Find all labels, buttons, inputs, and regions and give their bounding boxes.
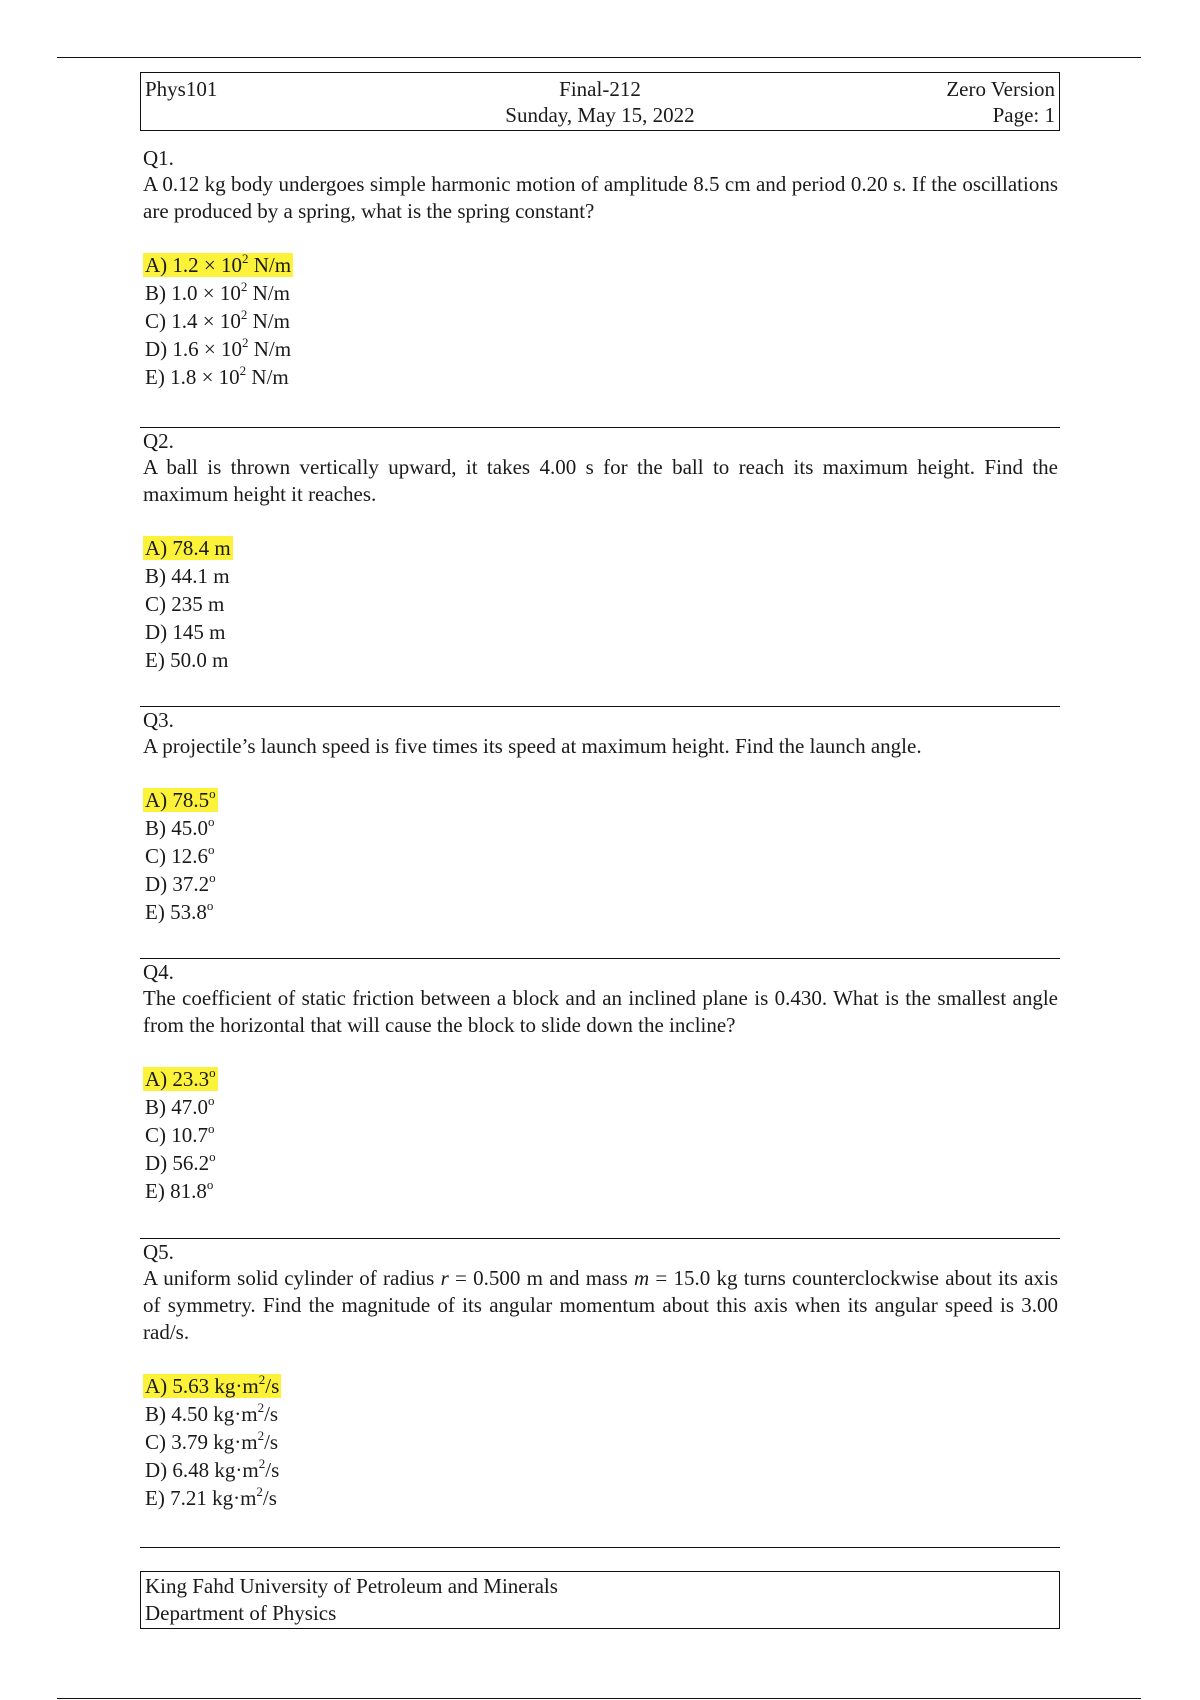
- option-value: 45.0: [171, 816, 208, 840]
- option-superscript: 2: [239, 363, 247, 378]
- answer-option: [143, 534, 1058, 562]
- answer-options: [143, 786, 1058, 926]
- answer-text: [143, 900, 215, 924]
- option-value: 1.8 × 10: [170, 365, 240, 389]
- text-run: = 15.0 kg turns counterclockwise about its axis of symmetry. Find the magnitude of its angular momentum about this axis when its angular speed is 3.00 rad/s.: [143, 1266, 1059, 1344]
- option-value: 78.4 m: [172, 536, 231, 560]
- answer-option: [143, 786, 1058, 814]
- answer-option: [143, 335, 1058, 363]
- answer-text: [143, 1151, 218, 1175]
- exam-date: Sunday, May 15, 2022: [505, 103, 695, 127]
- option-value: 23.3: [172, 1067, 210, 1091]
- option-value: 1.0 × 10: [171, 281, 241, 305]
- correct-answer-highlight: [143, 1067, 218, 1091]
- answer-option: [143, 562, 1058, 590]
- answer-option: [143, 1093, 1058, 1121]
- answer-text: [143, 1486, 279, 1510]
- option-unit: N/m: [247, 281, 290, 305]
- university-name: King Fahd University of Petroleum and Minerals: [145, 1574, 558, 1598]
- answer-text: [143, 1430, 280, 1454]
- question-text: The coefficient of static friction between a block and an inclined plane is 0.430. What is the smallest angle from the horizontal that will cause the block to slide down the incline?: [143, 986, 1058, 1037]
- question-3: [143, 707, 1058, 926]
- answer-option: [143, 646, 1058, 674]
- answer-text: [143, 564, 232, 588]
- option-letter: A): [145, 253, 168, 277]
- option-value: 1.6 × 10: [172, 337, 243, 361]
- question-number: Q2.: [143, 429, 174, 453]
- option-value: 12.6: [171, 844, 208, 868]
- answer-text: [143, 816, 217, 840]
- option-value: 5.63 kg·m: [172, 1374, 259, 1398]
- option-letter: B): [145, 816, 166, 840]
- option-value: 1.4 × 10: [171, 309, 241, 333]
- option-superscript: 2: [257, 1428, 265, 1443]
- option-superscript: 2: [242, 335, 249, 350]
- answer-text: [143, 1179, 215, 1203]
- answer-text: [143, 1402, 280, 1426]
- option-letter: B): [145, 1402, 166, 1426]
- answer-option: [143, 1372, 1058, 1400]
- option-unit: N/m: [247, 309, 290, 333]
- option-superscript: o: [208, 814, 215, 829]
- option-superscript: 2: [242, 251, 249, 266]
- math-variable: m: [634, 1266, 650, 1290]
- option-letter: B): [145, 1095, 166, 1119]
- option-value: 4.50 kg·m: [171, 1402, 258, 1426]
- option-value: 44.1 m: [171, 564, 230, 588]
- option-letter: D): [145, 1151, 168, 1175]
- option-value: 3.79 kg·m: [171, 1430, 258, 1454]
- option-letter: D): [145, 337, 168, 361]
- department-name: Department of Physics: [145, 1601, 337, 1625]
- option-letter: E): [145, 365, 165, 389]
- answer-text: [143, 1458, 281, 1482]
- answer-options: [143, 251, 1058, 391]
- option-superscript: o: [206, 1177, 214, 1192]
- option-letter: C): [145, 844, 166, 868]
- question-number: Q5.: [143, 1240, 174, 1264]
- option-letter: E): [145, 648, 165, 672]
- answer-options: [143, 534, 1058, 674]
- answer-option: [143, 1121, 1058, 1149]
- option-unit: /s: [265, 1374, 280, 1398]
- answer-option: [143, 1456, 1058, 1484]
- answer-option: [143, 1484, 1058, 1512]
- answer-options: [143, 1065, 1058, 1205]
- answer-text: [143, 281, 292, 305]
- option-letter: A): [145, 536, 168, 560]
- answer-option: [143, 1065, 1058, 1093]
- option-value: 1.2 × 10: [172, 253, 243, 277]
- correct-answer-highlight: [143, 1374, 281, 1398]
- option-superscript: 2: [257, 1400, 265, 1415]
- option-superscript: o: [206, 898, 214, 913]
- option-superscript: 2: [256, 1484, 263, 1499]
- option-superscript: o: [209, 870, 216, 885]
- answer-option: [143, 842, 1058, 870]
- option-superscript: o: [209, 1149, 216, 1164]
- option-letter: B): [145, 281, 166, 305]
- page-number: Page: 1: [992, 103, 1055, 127]
- question-1: [143, 145, 1058, 391]
- exam-header: [140, 72, 1060, 131]
- option-value: 145 m: [172, 620, 226, 644]
- option-letter: C): [145, 1123, 166, 1147]
- answer-text: [143, 620, 228, 644]
- version-block: [946, 76, 1055, 128]
- option-letter: E): [145, 1179, 165, 1203]
- course-code: Phys101: [145, 77, 218, 101]
- answer-option: [143, 307, 1058, 335]
- question-number: Q4.: [143, 960, 174, 984]
- option-unit: N/m: [246, 365, 289, 389]
- question-number: Q3.: [143, 708, 174, 732]
- question-4: [143, 959, 1058, 1205]
- option-value: 53.8: [170, 900, 207, 924]
- exam-title: Final-212: [559, 77, 641, 101]
- answer-text: [143, 337, 293, 361]
- answer-options: [143, 1372, 1058, 1512]
- option-letter: C): [145, 592, 166, 616]
- option-superscript: o: [209, 786, 216, 801]
- option-value: 81.8: [170, 1179, 207, 1203]
- option-superscript: o: [208, 842, 215, 857]
- answer-option: [143, 1428, 1058, 1456]
- exam-title-block: [141, 76, 1059, 128]
- option-letter: A): [145, 1374, 168, 1398]
- answer-text: [143, 309, 292, 333]
- option-letter: C): [145, 309, 166, 333]
- option-unit: N/m: [248, 253, 292, 277]
- option-value: 235 m: [171, 592, 225, 616]
- correct-answer-highlight: [143, 253, 293, 277]
- option-letter: E): [145, 900, 165, 924]
- question-divider: [140, 1547, 1060, 1548]
- question-5: [143, 1239, 1058, 1512]
- answer-option: [143, 279, 1058, 307]
- option-unit: /s: [264, 1402, 279, 1426]
- option-value: 78.5: [172, 788, 210, 812]
- question-text: A 0.12 kg body undergoes simple harmonic motion of amplitude 8.5 cm and period 0.20 s. If the oscillations are produced by a spring, what is the spring constant?: [143, 172, 1058, 223]
- option-value: 37.2: [172, 872, 210, 896]
- option-letter: D): [145, 620, 168, 644]
- question-text: A ball is thrown vertically upward, it takes 4.00 s for the ball to reach its maximum height. Find the maximum height it reaches.: [143, 455, 1058, 506]
- option-unit: /s: [264, 1430, 279, 1454]
- question-text: A projectile’s launch speed is five times its speed at maximum height. Find the launch angle.: [143, 734, 922, 758]
- answer-option: [143, 1149, 1058, 1177]
- question-text: [143, 1265, 1058, 1346]
- option-value: 10.7: [171, 1123, 208, 1147]
- option-letter: A): [145, 1067, 168, 1091]
- text-run: A uniform solid cylinder of radius: [143, 1266, 441, 1290]
- option-superscript: o: [208, 1121, 215, 1136]
- option-unit: /s: [262, 1486, 277, 1510]
- answer-text: [143, 365, 291, 389]
- option-superscript: 2: [258, 1456, 266, 1471]
- option-letter: B): [145, 564, 166, 588]
- answer-option: [143, 618, 1058, 646]
- question-number: Q1.: [143, 146, 174, 170]
- option-letter: D): [145, 1458, 168, 1482]
- answer-option: [143, 870, 1058, 898]
- option-letter: A): [145, 788, 168, 812]
- correct-answer-highlight: [143, 536, 233, 560]
- option-value: 47.0: [171, 1095, 208, 1119]
- answer-option: [143, 1177, 1058, 1205]
- answer-text: [143, 872, 218, 896]
- option-letter: D): [145, 872, 168, 896]
- institution-footer: [140, 1571, 1060, 1629]
- answer-option: [143, 363, 1058, 391]
- answer-text: [143, 1095, 217, 1119]
- answer-text: [143, 844, 217, 868]
- answer-text: [143, 592, 226, 616]
- option-superscript: 2: [240, 279, 248, 294]
- math-variable: r: [440, 1266, 449, 1290]
- answer-option: [143, 590, 1058, 618]
- top-rule: [57, 57, 1141, 58]
- correct-answer-highlight: [143, 788, 218, 812]
- exam-version: Zero Version: [946, 77, 1055, 101]
- option-superscript: 2: [240, 307, 248, 322]
- answer-text: [143, 1123, 217, 1147]
- option-value: 6.48 kg·m: [172, 1458, 259, 1482]
- option-value: 7.21 kg·m: [170, 1486, 257, 1510]
- question-2: [143, 428, 1058, 674]
- option-value: 56.2: [172, 1151, 210, 1175]
- option-unit: N/m: [248, 337, 292, 361]
- option-superscript: o: [208, 1093, 215, 1108]
- option-superscript: o: [209, 1065, 216, 1080]
- answer-option: [143, 251, 1058, 279]
- bottom-rule: [57, 1698, 1141, 1699]
- option-letter: C): [145, 1430, 166, 1454]
- answer-text: [143, 648, 230, 672]
- option-superscript: 2: [258, 1372, 266, 1387]
- answer-option: [143, 814, 1058, 842]
- answer-option: [143, 898, 1058, 926]
- option-unit: /s: [265, 1458, 280, 1482]
- option-value: 50.0 m: [170, 648, 229, 672]
- option-letter: E): [145, 1486, 165, 1510]
- text-run: = 0.500 m and mass: [448, 1266, 635, 1290]
- answer-option: [143, 1400, 1058, 1428]
